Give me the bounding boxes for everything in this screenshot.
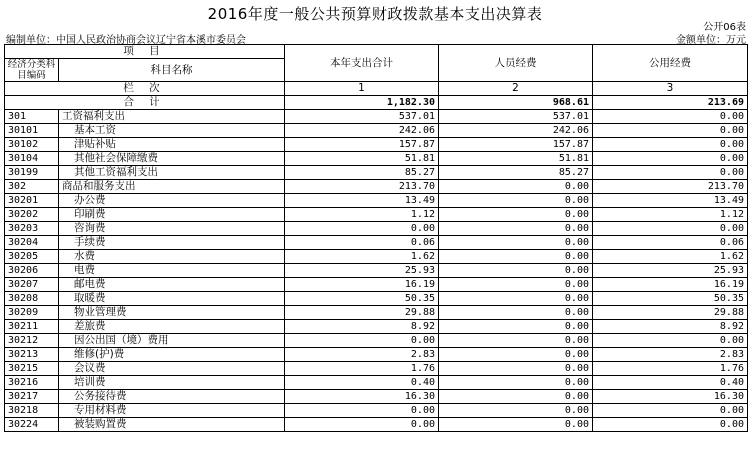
total-personnel: 968.61 (439, 96, 593, 110)
row-public: 0.00 (593, 222, 748, 236)
row-subject-name: 取暖费 (59, 292, 285, 306)
header-public: 公用经费 (593, 45, 748, 82)
row-public: 29.88 (593, 306, 748, 320)
expenditure-table (4, 44, 748, 432)
row-subject-name: 手续费 (59, 236, 285, 250)
row-personnel: 51.81 (439, 152, 593, 166)
header-row-1 (5, 45, 748, 59)
row-total: 16.30 (285, 390, 439, 404)
row-subject-name: 印刷费 (59, 208, 285, 222)
row-public: 8.92 (593, 320, 748, 334)
row-subject-name: 水费 (59, 250, 285, 264)
table-row (5, 152, 748, 166)
row-code: 30209 (5, 306, 59, 320)
header-total: 本年支出合计 (285, 45, 439, 82)
row-public: 13.49 (593, 194, 748, 208)
row-public: 1.76 (593, 362, 748, 376)
row-subject-name: 办公费 (59, 194, 285, 208)
row-personnel: 0.00 (439, 250, 593, 264)
table-row (5, 180, 748, 194)
row-personnel: 0.00 (439, 376, 593, 390)
column-number-row (5, 82, 748, 96)
table-row (5, 320, 748, 334)
row-personnel: 0.00 (439, 418, 593, 432)
row-public: 50.35 (593, 292, 748, 306)
row-public: 0.40 (593, 376, 748, 390)
row-personnel: 0.00 (439, 236, 593, 250)
row-code: 30218 (5, 404, 59, 418)
row-subject-name: 培训费 (59, 376, 285, 390)
row-total: 1.76 (285, 362, 439, 376)
row-subject-name: 其他社会保障缴费 (59, 152, 285, 166)
total-public: 213.69 (593, 96, 748, 110)
table-row (5, 278, 748, 292)
table-row (5, 124, 748, 138)
column-number-2: 2 (439, 82, 593, 96)
row-code: 30204 (5, 236, 59, 250)
row-public: 1.12 (593, 208, 748, 222)
row-total: 0.00 (285, 222, 439, 236)
row-total: 0.06 (285, 236, 439, 250)
row-subject-name: 邮电费 (59, 278, 285, 292)
row-total: 1.12 (285, 208, 439, 222)
report-title: 2016年度一般公共预算财政拨款基本支出决算表 (207, 5, 543, 23)
table-row (5, 222, 748, 236)
table-body (5, 110, 748, 432)
row-public: 25.93 (593, 264, 748, 278)
row-total: 25.93 (285, 264, 439, 278)
row-code: 30104 (5, 152, 59, 166)
row-subject-name: 津贴补贴 (59, 138, 285, 152)
row-total: 537.01 (285, 110, 439, 124)
table-row (5, 418, 748, 432)
row-total: 13.49 (285, 194, 439, 208)
row-subject-name: 电费 (59, 264, 285, 278)
row-total: 51.81 (285, 152, 439, 166)
row-personnel: 242.06 (439, 124, 593, 138)
row-personnel: 0.00 (439, 404, 593, 418)
table-row (5, 348, 748, 362)
row-code: 30224 (5, 418, 59, 432)
table-row (5, 264, 748, 278)
row-public: 0.00 (593, 138, 748, 152)
row-code: 30216 (5, 376, 59, 390)
table-row (5, 194, 748, 208)
row-public: 1.62 (593, 250, 748, 264)
total-amount: 1,182.30 (285, 96, 439, 110)
header-personnel: 人员经费 (439, 45, 593, 82)
row-public: 0.00 (593, 418, 748, 432)
row-code: 30102 (5, 138, 59, 152)
row-personnel: 0.00 (439, 334, 593, 348)
row-code: 302 (5, 180, 59, 194)
row-total: 157.87 (285, 138, 439, 152)
form-number: 公开06表 (703, 22, 746, 33)
row-subject-name: 物业管理费 (59, 306, 285, 320)
row-code: 30217 (5, 390, 59, 404)
header-lanci: 栏 次 (5, 82, 285, 96)
row-personnel: 0.00 (439, 320, 593, 334)
row-code: 30208 (5, 292, 59, 306)
row-code: 30211 (5, 320, 59, 334)
header-subject-name: 科目名称 (59, 59, 285, 82)
row-total: 2.83 (285, 348, 439, 362)
table-row (5, 138, 748, 152)
org-unit: 编制单位：中国人民政治协商会议辽宁省本溪市委员会 (6, 35, 246, 46)
row-public: 0.00 (593, 152, 748, 166)
row-public: 0.00 (593, 404, 748, 418)
row-code: 301 (5, 110, 59, 124)
row-personnel: 0.00 (439, 348, 593, 362)
table-row (5, 306, 748, 320)
row-public: 0.00 (593, 166, 748, 180)
row-code: 30207 (5, 278, 59, 292)
row-code: 30205 (5, 250, 59, 264)
row-code: 30202 (5, 208, 59, 222)
row-public: 0.00 (593, 110, 748, 124)
row-subject-name: 差旅费 (59, 320, 285, 334)
table-row (5, 390, 748, 404)
table-row (5, 208, 748, 222)
row-public: 16.19 (593, 278, 748, 292)
row-personnel: 0.00 (439, 264, 593, 278)
row-total: 0.00 (285, 404, 439, 418)
row-personnel: 157.87 (439, 138, 593, 152)
row-personnel: 0.00 (439, 278, 593, 292)
row-personnel: 0.00 (439, 194, 593, 208)
table-row (5, 292, 748, 306)
total-row (5, 96, 748, 110)
table-row (5, 236, 748, 250)
amount-unit: 金额单位：万元 (676, 35, 746, 46)
row-subject-name: 维修(护)费 (59, 348, 285, 362)
row-personnel: 0.00 (439, 390, 593, 404)
row-personnel: 0.00 (439, 362, 593, 376)
row-subject-name: 商品和服务支出 (59, 180, 285, 194)
row-total: 213.70 (285, 180, 439, 194)
table-row (5, 376, 748, 390)
row-code: 30101 (5, 124, 59, 138)
row-public: 0.00 (593, 334, 748, 348)
row-total: 85.27 (285, 166, 439, 180)
row-code: 30212 (5, 334, 59, 348)
row-code: 30203 (5, 222, 59, 236)
table-row (5, 250, 748, 264)
row-subject-name: 咨询费 (59, 222, 285, 236)
row-total: 0.00 (285, 418, 439, 432)
table-row (5, 166, 748, 180)
table-row (5, 110, 748, 124)
row-subject-name: 其他工资福利支出 (59, 166, 285, 180)
table-row (5, 362, 748, 376)
row-code: 30206 (5, 264, 59, 278)
row-personnel: 85.27 (439, 166, 593, 180)
row-subject-name: 专用材料费 (59, 404, 285, 418)
row-personnel: 0.00 (439, 208, 593, 222)
total-label: 合 计 (5, 96, 285, 110)
row-total: 1.62 (285, 250, 439, 264)
row-personnel: 0.00 (439, 306, 593, 320)
table-row (5, 334, 748, 348)
row-total: 29.88 (285, 306, 439, 320)
row-public: 0.06 (593, 236, 748, 250)
header-econ-code: 经济分类科目编码 (5, 59, 59, 82)
row-total: 0.40 (285, 376, 439, 390)
row-code: 30201 (5, 194, 59, 208)
row-subject-name: 因公出国（境）费用 (59, 334, 285, 348)
row-total: 0.00 (285, 334, 439, 348)
row-personnel: 0.00 (439, 292, 593, 306)
row-subject-name: 会议费 (59, 362, 285, 376)
row-subject-name: 被装购置费 (59, 418, 285, 432)
column-number-1: 1 (285, 82, 439, 96)
row-personnel: 0.00 (439, 180, 593, 194)
row-personnel: 0.00 (439, 222, 593, 236)
row-public: 213.70 (593, 180, 748, 194)
row-public: 16.30 (593, 390, 748, 404)
row-code: 30213 (5, 348, 59, 362)
row-public: 0.00 (593, 124, 748, 138)
row-total: 50.35 (285, 292, 439, 306)
row-subject-name: 公务接待费 (59, 390, 285, 404)
row-code: 30215 (5, 362, 59, 376)
row-total: 16.19 (285, 278, 439, 292)
header-project: 项 目 (5, 45, 285, 59)
row-subject-name: 基本工资 (59, 124, 285, 138)
row-personnel: 537.01 (439, 110, 593, 124)
unit-row (4, 31, 746, 46)
table-row (5, 404, 748, 418)
row-subject-name: 工资福利支出 (59, 110, 285, 124)
column-number-3: 3 (593, 82, 748, 96)
row-code: 30199 (5, 166, 59, 180)
row-total: 8.92 (285, 320, 439, 334)
row-total: 242.06 (285, 124, 439, 138)
row-public: 2.83 (593, 348, 748, 362)
